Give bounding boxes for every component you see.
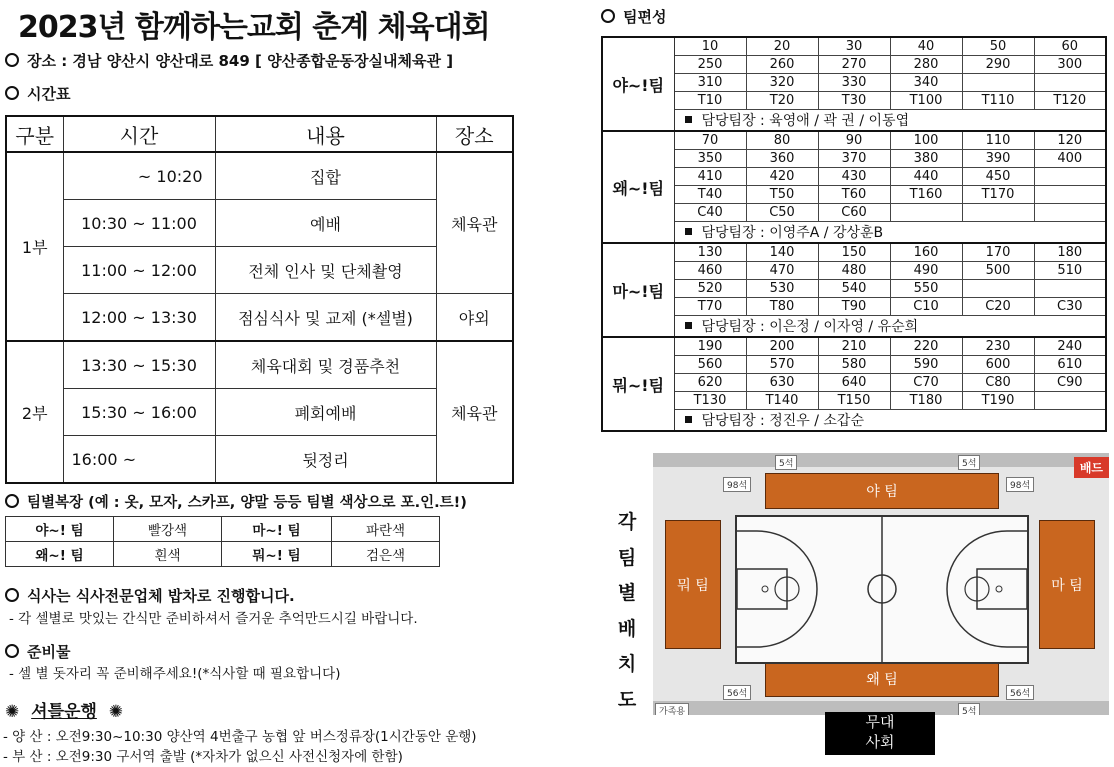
cell-number: 60 [1034,37,1106,56]
cell-number: 70 [674,131,746,150]
cell-number: 490 [890,262,962,280]
cell-number: 440 [890,168,962,186]
table-row [6,294,513,342]
team-name-cell: 마~!팀 [602,243,674,337]
team-leader-cell [674,110,1106,132]
cell-number: T60 [818,186,890,204]
table-row [602,280,1106,298]
cell-number: 560 [674,356,746,374]
circle-bullet-icon [601,9,615,23]
shuttle-heading [5,697,123,722]
supplies-note: - 셀 별 돗자리 꼭 준비해주세요!(*식사할 때 필요합니다) [9,666,341,682]
team-leader-text: 담당팀장 : 이은정 / 이자영 / 유순희 [701,319,919,335]
cell-number: T120 [1034,92,1106,110]
cell-number: T10 [674,92,746,110]
cell-number: 130 [674,243,746,262]
page-title: 2023년 함께하는교회 춘계 체육대회 [18,10,490,45]
shuttle-line-busan: - 부 산 : 오전9:30 구서역 출발 (*자차가 없으신 사전신청자에 한함) [3,749,403,765]
table-row [602,74,1106,92]
content-cell: 폐회예배 [215,389,436,436]
cell-number: 390 [962,150,1034,168]
cell-number: 370 [818,150,890,168]
uniform-heading-text: 팀별복장 (예 : 옷, 모자, 스카프, 양말 등등 팀별 색상으로 포.인.트!) [27,495,467,511]
cell-number: 100 [890,131,962,150]
cell-number: 430 [818,168,890,186]
schedule-header-row [6,116,513,152]
supplies-heading-text: 준비물 [27,643,71,661]
cell-number [962,204,1034,222]
cell-number: 160 [890,243,962,262]
time-cell: 12:00 ~ 13:30 [63,294,215,342]
seat-label: 5석 [958,455,980,470]
cell-number: 170 [962,243,1034,262]
cell-number: C20 [962,298,1034,316]
cell-number [962,74,1034,92]
cell-number: 180 [1034,243,1106,262]
teams-body [602,37,1106,431]
content-cell: 점심식사 및 교제 (*셀별) [215,294,436,342]
cell-number [1034,204,1106,222]
cell-number: 460 [674,262,746,280]
circle-bullet-icon [5,644,19,658]
cell-number: 400 [1034,150,1106,168]
cell-number: T80 [746,298,818,316]
cell-number: 10 [674,37,746,56]
asterisk-icon: ✺ [108,702,124,722]
table-row [602,92,1106,110]
time-cell: 11:00 ~ 12:00 [63,247,215,294]
team-name-cell: 뭐~!팀 [602,337,674,431]
cell-number: C60 [818,204,890,222]
uniform-color-cell: 빨강색 [114,517,222,542]
cell-number: T20 [746,92,818,110]
leader-row [602,316,1106,338]
team-leader-cell [674,222,1106,244]
court-lines-icon [737,517,1027,662]
cell-number: 40 [890,37,962,56]
seat-label: 98석 [723,477,751,492]
square-bullet-icon [685,228,692,235]
cell-number: 420 [746,168,818,186]
table-row [6,542,440,567]
cell-number: 470 [746,262,818,280]
cell-number: 210 [818,337,890,356]
teams-table [601,36,1107,432]
cell-number: 570 [746,356,818,374]
cell-number: 620 [674,374,746,392]
cell-number: 30 [818,37,890,56]
team-name-cell: 왜~!팀 [602,131,674,243]
cell-number: T100 [890,92,962,110]
time-cell: ~ 10:20 [63,152,215,200]
place-cell: 체육관 [436,341,513,483]
table-row [6,152,513,200]
circle-bullet-icon [5,53,19,67]
cell-number: 530 [746,280,818,298]
leader-row [602,110,1106,132]
map-label-char: 배 [617,617,637,640]
cell-number: T30 [818,92,890,110]
table-row [602,337,1106,356]
cell-number [962,280,1034,298]
cell-number: 590 [890,356,962,374]
schedule-heading-text: 시간표 [27,85,71,103]
table-row [602,374,1106,392]
seat-label: 56석 [1006,685,1034,700]
cell-number: 450 [962,168,1034,186]
cell-number: 540 [818,280,890,298]
cell-number: C80 [962,374,1034,392]
cell-number: 300 [1034,56,1106,74]
cell-number: 270 [818,56,890,74]
cell-number: 340 [890,74,962,92]
header-content: 내용 [215,116,436,152]
cell-number [1034,392,1106,410]
uniform-heading [5,491,467,512]
map-label-char: 팀 [617,546,637,569]
cell-number: T110 [962,92,1034,110]
place-cell: 야외 [436,294,513,342]
cell-number: 140 [746,243,818,262]
team-leader-text: 담당팀장 : 정진우 / 소갑순 [701,413,864,429]
team-leader-cell [674,316,1106,338]
cell-number: 110 [962,131,1034,150]
cell-number: 330 [818,74,890,92]
cell-number: T50 [746,186,818,204]
table-row [602,56,1106,74]
stage-box [825,712,935,755]
place-cell: 체육관 [436,152,513,294]
cell-number: 80 [746,131,818,150]
cell-number [1034,74,1106,92]
cell-number: 510 [1034,262,1106,280]
schedule-heading [5,83,70,104]
meal-note: - 각 셀별로 맛있는 간식만 준비하셔서 즐거운 추억만드시길 바랍니다. [9,611,418,627]
team-zone-top: 야 팀 [765,473,999,509]
cell-number: 520 [674,280,746,298]
cell-number: 360 [746,150,818,168]
cell-number: 250 [674,56,746,74]
cell-number: 290 [962,56,1034,74]
cell-number [890,204,962,222]
stage-label: 무대 [865,713,895,731]
square-bullet-icon [685,116,692,123]
table-row [6,341,513,389]
cell-number [1034,168,1106,186]
cell-number: 260 [746,56,818,74]
uniform-team-cell: 왜~! 팀 [6,542,114,567]
content-cell: 뒷정리 [215,436,436,484]
teams-heading-text: 팀편성 [623,8,667,26]
part-cell: 2부 [6,341,63,483]
cell-number: T170 [962,186,1034,204]
cell-number: 550 [890,280,962,298]
uniform-color-cell: 흰색 [114,542,222,567]
supplies-heading [5,641,70,662]
cell-number: C30 [1034,298,1106,316]
content-cell: 예배 [215,200,436,247]
cell-number: C70 [890,374,962,392]
circle-bullet-icon [5,588,19,602]
cell-number: 600 [962,356,1034,374]
badminton-label: 배드 [1074,457,1109,478]
cell-number: 610 [1034,356,1106,374]
cell-number: 310 [674,74,746,92]
cell-number: T160 [890,186,962,204]
content-cell: 체육대회 및 경품추천 [215,341,436,389]
team-zone-bottom: 왜 팀 [765,661,999,697]
cell-number: 640 [818,374,890,392]
table-row [602,168,1106,186]
table-row [602,298,1106,316]
time-cell: 10:30 ~ 11:00 [63,200,215,247]
cell-number: 280 [890,56,962,74]
cell-number: 240 [1034,337,1106,356]
seat-label: 98석 [1006,477,1034,492]
map-vertical-label [612,505,642,718]
map-label-char: 치 [617,653,637,675]
content-cell: 전체 인사 및 단체촬영 [215,247,436,294]
meal-heading-text: 식사는 식사전문업체 밥차로 진행합니다. [27,587,295,605]
cell-number: 90 [818,131,890,150]
header-division: 구분 [6,116,63,152]
cell-number: T40 [674,186,746,204]
time-cell: 15:30 ~ 16:00 [63,389,215,436]
cell-number: 410 [674,168,746,186]
content-cell: 집합 [215,152,436,200]
table-row [6,517,440,542]
team-zone-right: 마 팀 [1039,520,1095,649]
stage-label: 사회 [865,733,895,751]
venue-text: 장소 : 경남 양산시 양산대로 849 [ 양산종합운동장실내체육관 ] [27,52,454,70]
cell-number: 380 [890,150,962,168]
uniform-color-cell: 검은색 [332,542,440,567]
uniform-color-cell: 파란색 [332,517,440,542]
meal-heading [5,585,295,606]
cell-number: T150 [818,392,890,410]
map-top-band [653,453,1109,467]
cell-number: C50 [746,204,818,222]
uniform-table [5,516,440,567]
cell-number: T140 [746,392,818,410]
square-bullet-icon [685,322,692,329]
cell-number: 500 [962,262,1034,280]
square-bullet-icon [685,416,692,423]
cell-number: C90 [1034,374,1106,392]
corner-label: 가족용 [655,703,689,715]
cell-number [1034,186,1106,204]
cell-number: 200 [746,337,818,356]
table-row [602,204,1106,222]
map-label-char: 각 [617,511,637,533]
header-place: 장소 [436,116,513,152]
table-row [602,37,1106,56]
seat-label: 5석 [775,455,797,470]
table-row [602,186,1106,204]
cell-number: 220 [890,337,962,356]
team-leader-text: 담당팀장 : 육영애 / 곽 권 / 이동엽 [701,113,910,129]
team-zone-left: 뭐 팀 [665,520,721,649]
cell-number: 230 [962,337,1034,356]
uniform-team-cell: 마~! 팀 [222,517,332,542]
time-cell: 13:30 ~ 15:30 [63,341,215,389]
map-label-char: 별 [617,582,637,604]
cell-number: T180 [890,392,962,410]
map-label-char: 도 [617,688,637,711]
shuttle-line-yangsan: - 양 산 : 오전9:30~10:30 양산역 4번출구 농협 앞 버스정류장(1시간동안 운행) [3,729,477,745]
part-cell: 1부 [6,152,63,341]
cell-number: 630 [746,374,818,392]
venue-line [5,50,453,71]
seat-label: 56석 [723,685,751,700]
table-row [602,262,1106,280]
circle-bullet-icon [5,494,19,508]
table-row [602,243,1106,262]
cell-number: T70 [674,298,746,316]
cell-number: C40 [674,204,746,222]
cell-number [1034,280,1106,298]
uniform-team-cell: 뭐~! 팀 [222,542,332,567]
cell-number: 580 [818,356,890,374]
cell-number: T130 [674,392,746,410]
leader-row [602,222,1106,244]
cell-number: 190 [674,337,746,356]
cell-number: 150 [818,243,890,262]
time-cell: 16:00 ~ [63,436,215,484]
cell-number: T90 [818,298,890,316]
teams-heading [601,6,666,27]
cell-number: 320 [746,74,818,92]
team-leader-text: 담당팀장 : 이영주A / 강상훈B [701,225,884,241]
cell-number: 120 [1034,131,1106,150]
placement-map [653,453,1109,715]
table-row [602,131,1106,150]
basketball-court [735,515,1029,664]
team-leader-cell [674,410,1106,432]
schedule-table [5,115,514,484]
table-row [602,356,1106,374]
header-time: 시간 [63,116,215,152]
cell-number: 20 [746,37,818,56]
seat-label: 5석 [958,703,980,715]
cell-number: C10 [890,298,962,316]
shuttle-heading-text: 셔틀운행 [31,702,97,722]
cell-number: 50 [962,37,1034,56]
table-row [602,392,1106,410]
circle-bullet-icon [5,86,19,100]
asterisk-icon: ✺ [5,702,20,722]
team-name-cell: 야~!팀 [602,37,674,131]
table-row [602,150,1106,168]
cell-number: 350 [674,150,746,168]
cell-number: 480 [818,262,890,280]
uniform-team-cell: 야~! 팀 [6,517,114,542]
leader-row [602,410,1106,432]
cell-number: T190 [962,392,1034,410]
